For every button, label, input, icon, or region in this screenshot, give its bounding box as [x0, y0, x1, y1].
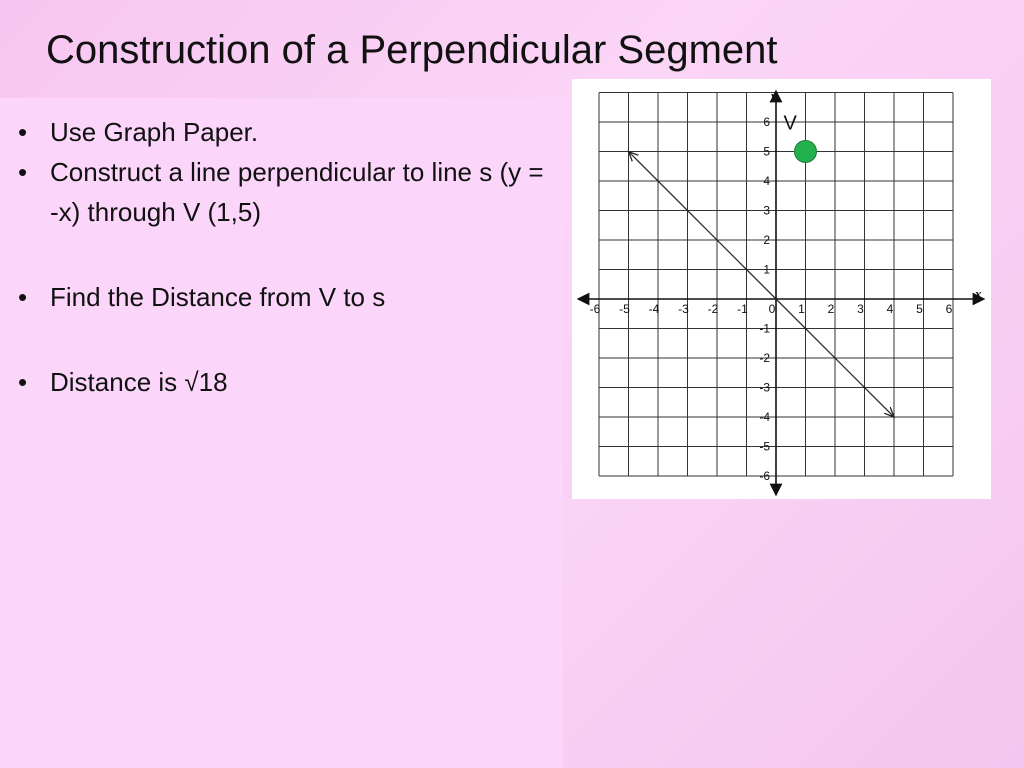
x-tick-label: -1 — [737, 302, 748, 316]
point-label: V — [783, 112, 797, 135]
y-tick-label: 2 — [763, 233, 770, 247]
y-tick-label: -2 — [759, 351, 770, 365]
y-tick-label: 4 — [763, 174, 770, 188]
x-axis-label: x — [975, 286, 982, 301]
x-tick-label: -3 — [678, 302, 689, 316]
bullet-item: • Distance is √18 — [18, 362, 558, 402]
graph-figure — [572, 79, 991, 499]
coordinate-grid-chart — [572, 79, 991, 499]
x-tick-label: 2 — [827, 302, 835, 316]
x-tick-label: 4 — [886, 302, 894, 316]
x-tick-label: 0 — [768, 302, 776, 316]
x-tick-label: 3 — [857, 302, 864, 316]
y-tick-label: 5 — [763, 144, 770, 159]
slide-title: Construction of a Perpendicular Segment — [46, 28, 778, 72]
y-tick-label: 6 — [763, 115, 770, 129]
bullet-list — [18, 112, 558, 402]
x-tick-label: 1 — [798, 302, 805, 316]
line-s — [629, 152, 895, 418]
bullet-item: • Construct a line perpendicular to line s (y = -x) through V (1,5) — [18, 152, 558, 232]
bullet-item: • Use Graph Paper. — [18, 112, 558, 152]
x-tick-label: -6 — [589, 302, 601, 316]
y-tick-label: 1 — [763, 262, 770, 277]
y-tick-label: -4 — [759, 410, 770, 424]
y-tick-label: 3 — [763, 203, 770, 218]
background-decoration — [563, 499, 1024, 768]
x-tick-label: -2 — [707, 302, 719, 316]
y-tick-label: -5 — [759, 439, 770, 454]
y-tick-label: -3 — [759, 380, 770, 395]
x-tick-label: 6 — [945, 302, 953, 316]
x-tick-label: -5 — [619, 302, 630, 316]
y-axis-label: y — [771, 88, 777, 103]
content-panel — [0, 98, 563, 768]
point-v — [795, 141, 817, 163]
bullet-item: • Find the Distance from V to s — [18, 277, 558, 317]
y-tick-label: -6 — [759, 469, 770, 483]
x-tick-label: 5 — [916, 302, 923, 316]
x-tick-label: -4 — [648, 302, 660, 316]
y-tick-label: -1 — [759, 321, 770, 336]
